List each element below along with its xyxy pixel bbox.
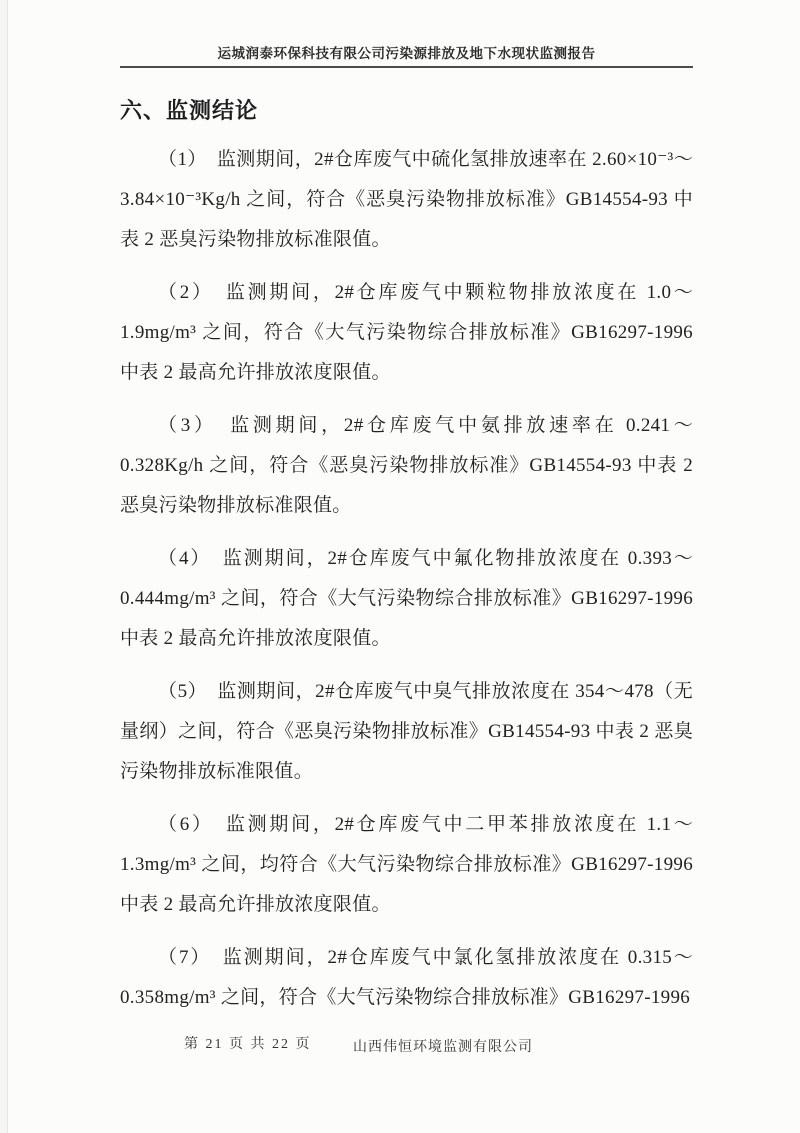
conclusion-paragraph-4: （4） 监测期间，2#仓库废气中氟化物排放浓度在 0.393～0.444mg/m³ 之间，符合《大气污染物综合排放标准》GB16297-1996 中表 2 最高允许排放浓度限值。	[120, 548, 693, 649]
page-footer	[120, 1033, 693, 1053]
conclusion-paragraph-3: （3） 监测期间，2#仓库废气中氨排放速率在 0.241～0.328Kg/h 之间，符合《恶臭污染物排放标准》GB14554-93 中表 2 恶臭污染物排放标准限值。	[120, 415, 693, 516]
header-divider	[120, 66, 693, 68]
conclusion-paragraph-2: （2） 监测期间，2#仓库废气中颗粒物排放浓度在 1.0～1.9mg/m³ 之间，符合《大气污染物综合排放标准》GB16297-1996 中表 2 最高允许排放浓度限值。	[120, 282, 693, 383]
scan-edge-line	[7, 0, 8, 1133]
conclusion-paragraph-5: （5） 监测期间，2#仓库废气中臭气排放浓度在 354～478（无量纲）之间，符合《恶臭污染物排放标准》GB14554-93 中表 2 恶臭污染物排放标准限值。	[120, 681, 693, 782]
document-body	[120, 96, 693, 1018]
page-number: 第 21 页 共 22 页	[184, 1037, 312, 1052]
scan-edge-strip	[0, 0, 7, 1133]
conclusion-paragraph-7: （7） 监测期间，2#仓库废气中氯化氢排放浓度在 0.315～0.358mg/m³ 之间，符合《大气污染物综合排放标准》GB16297-1996	[120, 947, 693, 1008]
conclusion-paragraph-1: （1） 监测期间，2#仓库废气中硫化氢排放速率在 2.60×10⁻³～3.84×10⁻³Kg/h 之间，符合《恶臭污染物排放标准》GB14554-93 中表 2 恶臭污染物排放标准限值。	[120, 149, 693, 250]
report-header-title: 运城润泰环保科技有限公司污染源排放及地下水现状监测报告	[217, 46, 596, 61]
section-title: 六、监测结论	[120, 98, 259, 123]
conclusion-paragraph-6: （6） 监测期间，2#仓库废气中二甲苯排放浓度在 1.1～1.3mg/m³ 之间，均符合《大气污染物综合排放标准》GB16297-1996 中表 2 最高允许排放浓度限值。	[120, 814, 693, 915]
page-header	[120, 42, 693, 68]
footer-company-name: 山西伟恒环境监测有限公司	[353, 1040, 533, 1055]
